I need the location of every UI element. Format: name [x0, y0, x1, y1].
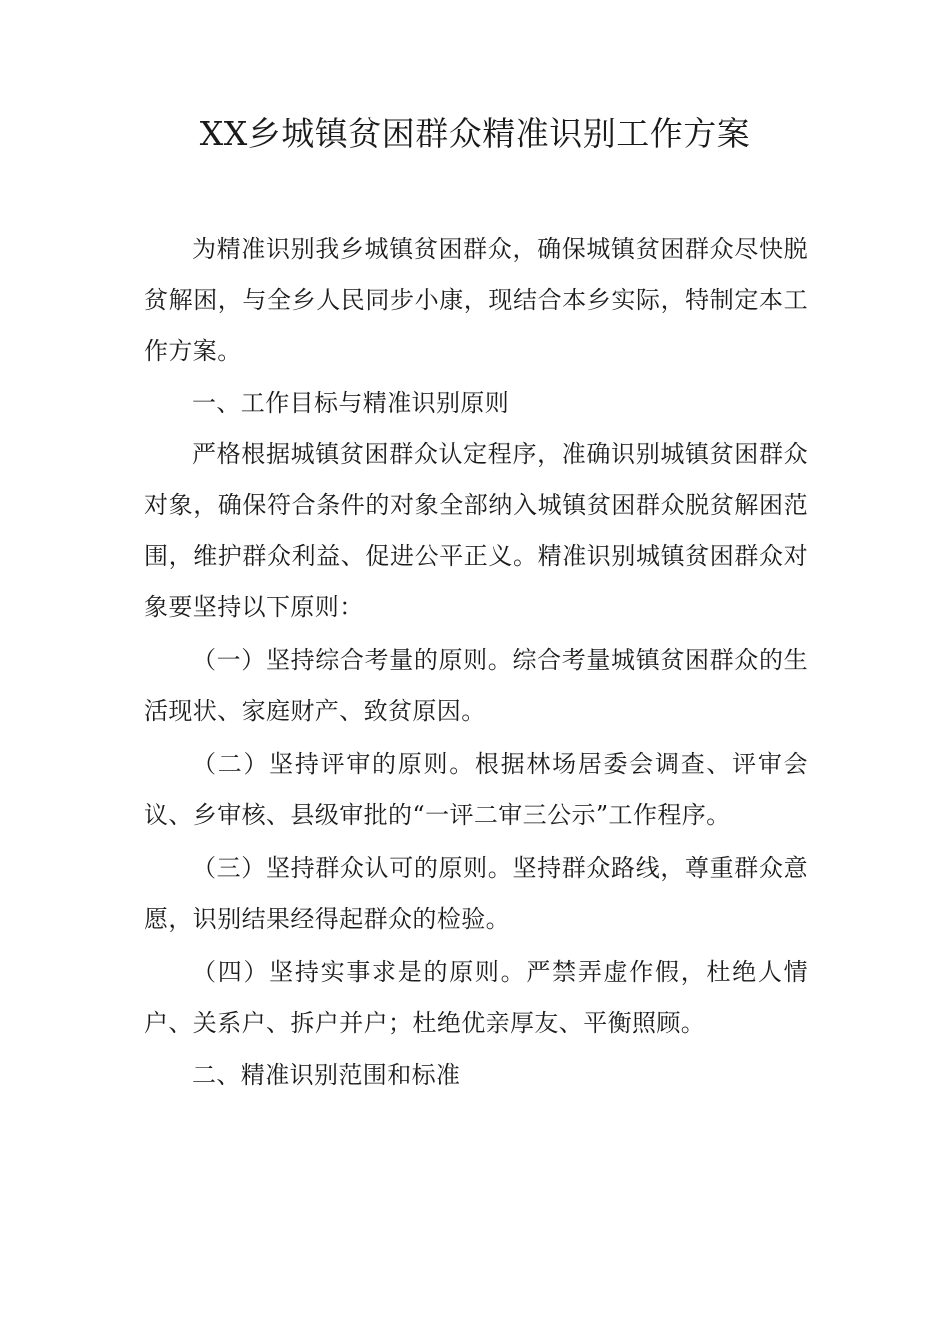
principle-item-1: （一）坚持综合考量的原则。综合考量城镇贫困群众的生活现状、家庭财产、致贫原因。 — [144, 646, 808, 725]
document-body — [144, 224, 808, 1101]
principle-item-4: （四）坚持实事求是的原则。严禁弄虚作假，杜绝人情户、关系户、拆户并户；杜绝优亲厚友、平衡照顾。 — [144, 958, 808, 1037]
principle-item-3: （三）坚持群众认可的原则。坚持群众路线，尊重群众意愿，识别结果经得起群众的检验。 — [144, 854, 808, 933]
principle-item-2: （二）坚持评审的原则。根据林场居委会调查、评审会议、乡审核、县级审批的“一评二审三公示”工作程序。 — [144, 750, 808, 829]
section-heading-2: 二、精准识别范围和标准 — [192, 1061, 461, 1089]
document-title: XX乡城镇贫困群众精准识别工作方案 — [199, 114, 751, 153]
paragraph-goals: 严格根据城镇贫困群众认定程序，准确识别城镇贫困群众对象，确保符合条件的对象全部纳入城镇贫困群众脱贫解困范围，维护群众利益、促进公平正义。精准识别城镇贫困群众对象要坚持以下原则： — [144, 440, 808, 621]
paragraph-intro: 为精准识别我乡城镇贫困群众，确保城镇贫困群众尽快脱贫解困，与全乡人民同步小康，现结合本乡实际，特制定本工作方案。 — [144, 235, 808, 365]
section-heading-1: 一、工作目标与精准识别原则 — [192, 389, 510, 417]
